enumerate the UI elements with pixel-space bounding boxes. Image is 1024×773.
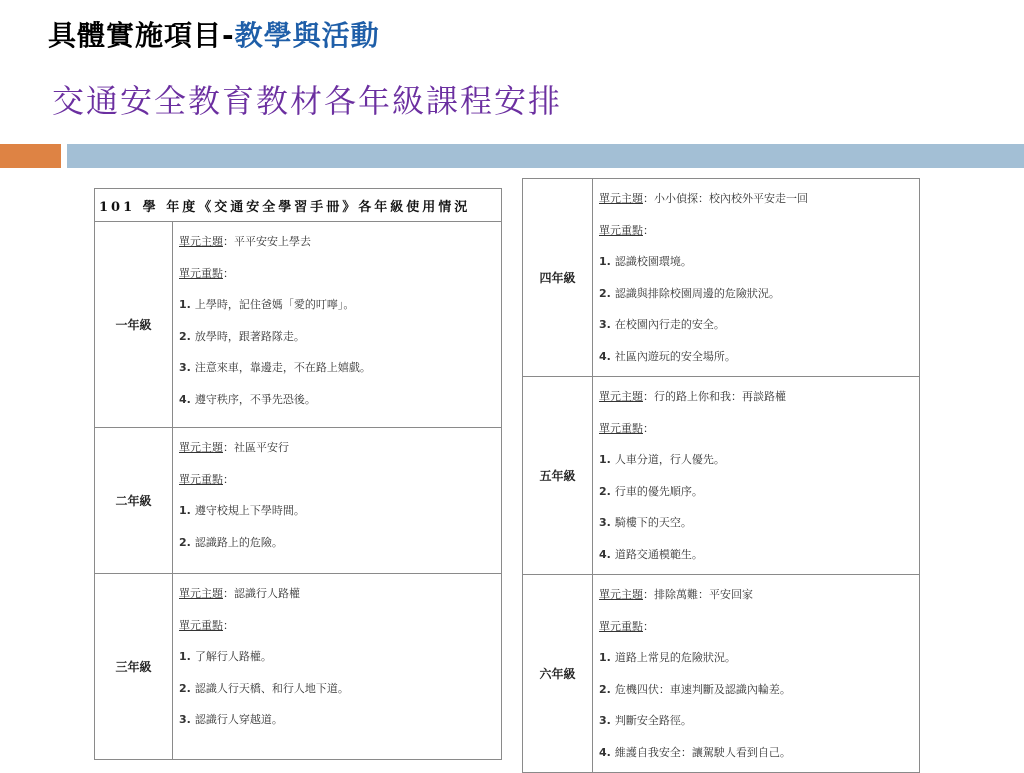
table-row xyxy=(95,222,502,428)
point-text: 遵守校規上下學時間。 xyxy=(194,504,305,517)
point-text: 維護自我安全：讓駕駛人看到自己。 xyxy=(614,745,791,759)
focus-label: 單元重點 xyxy=(599,619,643,633)
point-number: 1. xyxy=(599,651,611,664)
theme-label: 單元主題 xyxy=(179,587,223,600)
unit-focus xyxy=(179,464,495,496)
unit-theme xyxy=(599,579,913,611)
unit-theme xyxy=(179,432,495,464)
point-text: 遵守秩序，不爭先恐後。 xyxy=(194,392,316,406)
colon: ： xyxy=(643,588,654,601)
point-number: 2. xyxy=(179,329,191,343)
point-number: 4. xyxy=(179,392,191,406)
colon: ： xyxy=(223,441,234,454)
point-number: 2. xyxy=(179,681,191,695)
focus-point xyxy=(599,278,913,310)
blue-accent-bar xyxy=(67,144,1024,168)
point-text: 騎樓下的天空。 xyxy=(614,516,692,529)
point-text: 認識行人穿越道。 xyxy=(194,713,283,726)
theme-text: 認識行人路權 xyxy=(234,587,300,600)
unit-focus xyxy=(599,611,913,643)
unit-theme xyxy=(179,226,495,258)
focus-point xyxy=(599,539,913,571)
point-number: 3. xyxy=(599,318,611,331)
point-text: 認識校園環境。 xyxy=(614,255,692,268)
table-row xyxy=(523,179,920,377)
point-number: 4. xyxy=(599,745,611,759)
focus-point xyxy=(599,737,913,769)
focus-point xyxy=(599,309,913,341)
slide-title-accent: 教學與活動 xyxy=(234,19,380,52)
colon: ： xyxy=(223,266,234,280)
theme-text: 排除萬難：平安回家 xyxy=(654,588,753,601)
point-text: 注意來車，靠邊走，不在路上嬉戲。 xyxy=(194,361,371,374)
point-text: 放學時，跟著路隊走。 xyxy=(194,329,305,343)
theme-text: 行的路上你和我：再談路權 xyxy=(654,390,786,403)
point-text: 社區內遊玩的安全場所。 xyxy=(614,349,736,363)
focus-point xyxy=(179,289,495,321)
point-text: 道路上常見的危險狀況。 xyxy=(614,651,736,664)
point-number: 2. xyxy=(599,286,611,300)
point-text: 認識人行天橋、和行人地下道。 xyxy=(194,681,349,695)
focus-point xyxy=(599,507,913,539)
point-number: 3. xyxy=(179,713,191,726)
left-grade-table xyxy=(94,188,502,760)
focus-point xyxy=(599,246,913,278)
theme-label: 單元主題 xyxy=(599,588,643,601)
point-number: 1. xyxy=(599,255,611,268)
point-number: 2. xyxy=(599,484,611,498)
grade-label: 二年級 xyxy=(95,428,173,574)
unit-cell xyxy=(173,428,502,574)
point-text: 認識路上的危險。 xyxy=(194,535,283,549)
focus-point xyxy=(179,641,495,673)
point-text: 在校園內行走的安全。 xyxy=(614,318,725,331)
point-number: 2. xyxy=(599,682,611,696)
unit-theme xyxy=(599,183,913,215)
unit-cell xyxy=(593,575,920,773)
point-number: 4. xyxy=(599,349,611,363)
grade-label: 四年級 xyxy=(523,179,593,377)
colon: ： xyxy=(223,618,234,632)
unit-theme xyxy=(599,381,913,413)
table-header: 101 學 年度《交通安全學習手冊》各年級使用情況 xyxy=(95,189,502,222)
point-number: 1. xyxy=(599,453,611,466)
focus-point xyxy=(599,705,913,737)
unit-theme xyxy=(179,578,495,610)
focus-point xyxy=(599,674,913,706)
slide-title xyxy=(48,14,380,54)
grade-label: 一年級 xyxy=(95,222,173,428)
theme-label: 單元主題 xyxy=(599,390,643,403)
point-number: 3. xyxy=(599,516,611,529)
colon: ： xyxy=(643,421,654,435)
focus-point xyxy=(179,495,495,527)
unit-cell xyxy=(593,377,920,575)
point-text: 道路交通模範生。 xyxy=(614,547,703,561)
point-number: 1. xyxy=(179,298,191,311)
orange-accent-bar xyxy=(0,144,61,168)
theme-label: 單元主題 xyxy=(179,441,223,454)
point-text: 了解行人路權。 xyxy=(194,650,272,663)
point-text: 行車的優先順序。 xyxy=(614,484,703,498)
unit-cell xyxy=(173,574,502,760)
focus-point xyxy=(599,476,913,508)
theme-label: 單元主題 xyxy=(179,235,223,248)
colon: ： xyxy=(643,192,654,205)
slide-title-main: 具體實施項目- xyxy=(48,19,235,52)
colon: ： xyxy=(223,472,234,486)
focus-label: 單元重點 xyxy=(599,421,643,435)
point-text: 認識與排除校園周邊的危險狀況。 xyxy=(614,286,780,300)
right-grade-table xyxy=(522,178,920,773)
table-row xyxy=(523,377,920,575)
focus-label: 單元重點 xyxy=(179,472,223,486)
theme-label: 單元主題 xyxy=(599,192,643,205)
grade-label: 五年級 xyxy=(523,377,593,575)
point-text: 判斷安全路徑。 xyxy=(614,714,692,727)
unit-cell xyxy=(593,179,920,377)
point-number: 2. xyxy=(179,535,191,549)
unit-focus xyxy=(599,413,913,445)
focus-point xyxy=(179,704,495,736)
colon: ： xyxy=(223,587,234,600)
point-number: 3. xyxy=(599,714,611,727)
theme-text: 社區平安行 xyxy=(234,441,289,454)
point-text: 上學時，記住爸媽「愛的叮嚀」。 xyxy=(194,298,355,311)
table-row xyxy=(95,574,502,760)
focus-point xyxy=(599,444,913,476)
focus-label: 單元重點 xyxy=(599,223,643,237)
colon: ： xyxy=(223,235,234,248)
point-text: 危機四伏：車速判斷及認識內輪差。 xyxy=(614,682,791,696)
grade-label: 三年級 xyxy=(95,574,173,760)
colon: ： xyxy=(643,223,654,237)
focus-point xyxy=(179,673,495,705)
focus-point xyxy=(179,352,495,384)
grade-label: 六年級 xyxy=(523,575,593,773)
unit-cell xyxy=(173,222,502,428)
slide-subtitle: 交通安全教育教材各年級課程安排 xyxy=(52,82,563,120)
focus-point xyxy=(179,527,495,559)
unit-focus xyxy=(599,215,913,247)
theme-text: 小小偵探：校內校外平安走一回 xyxy=(654,192,808,205)
focus-point xyxy=(599,341,913,373)
unit-focus xyxy=(179,258,495,290)
focus-point xyxy=(179,321,495,353)
point-number: 4. xyxy=(599,547,611,561)
colon: ： xyxy=(643,619,654,633)
point-text: 人車分道，行人優先。 xyxy=(614,453,725,466)
focus-label: 單元重點 xyxy=(179,266,223,280)
table-row xyxy=(523,575,920,773)
focus-point xyxy=(179,384,495,416)
colon: ： xyxy=(643,390,654,403)
point-number: 1. xyxy=(179,650,191,663)
focus-label: 單元重點 xyxy=(179,618,223,632)
point-number: 3. xyxy=(179,361,191,374)
table-row xyxy=(95,428,502,574)
focus-point xyxy=(599,642,913,674)
unit-focus xyxy=(179,610,495,642)
theme-text: 平平安安上學去 xyxy=(234,235,311,248)
point-number: 1. xyxy=(179,504,191,517)
